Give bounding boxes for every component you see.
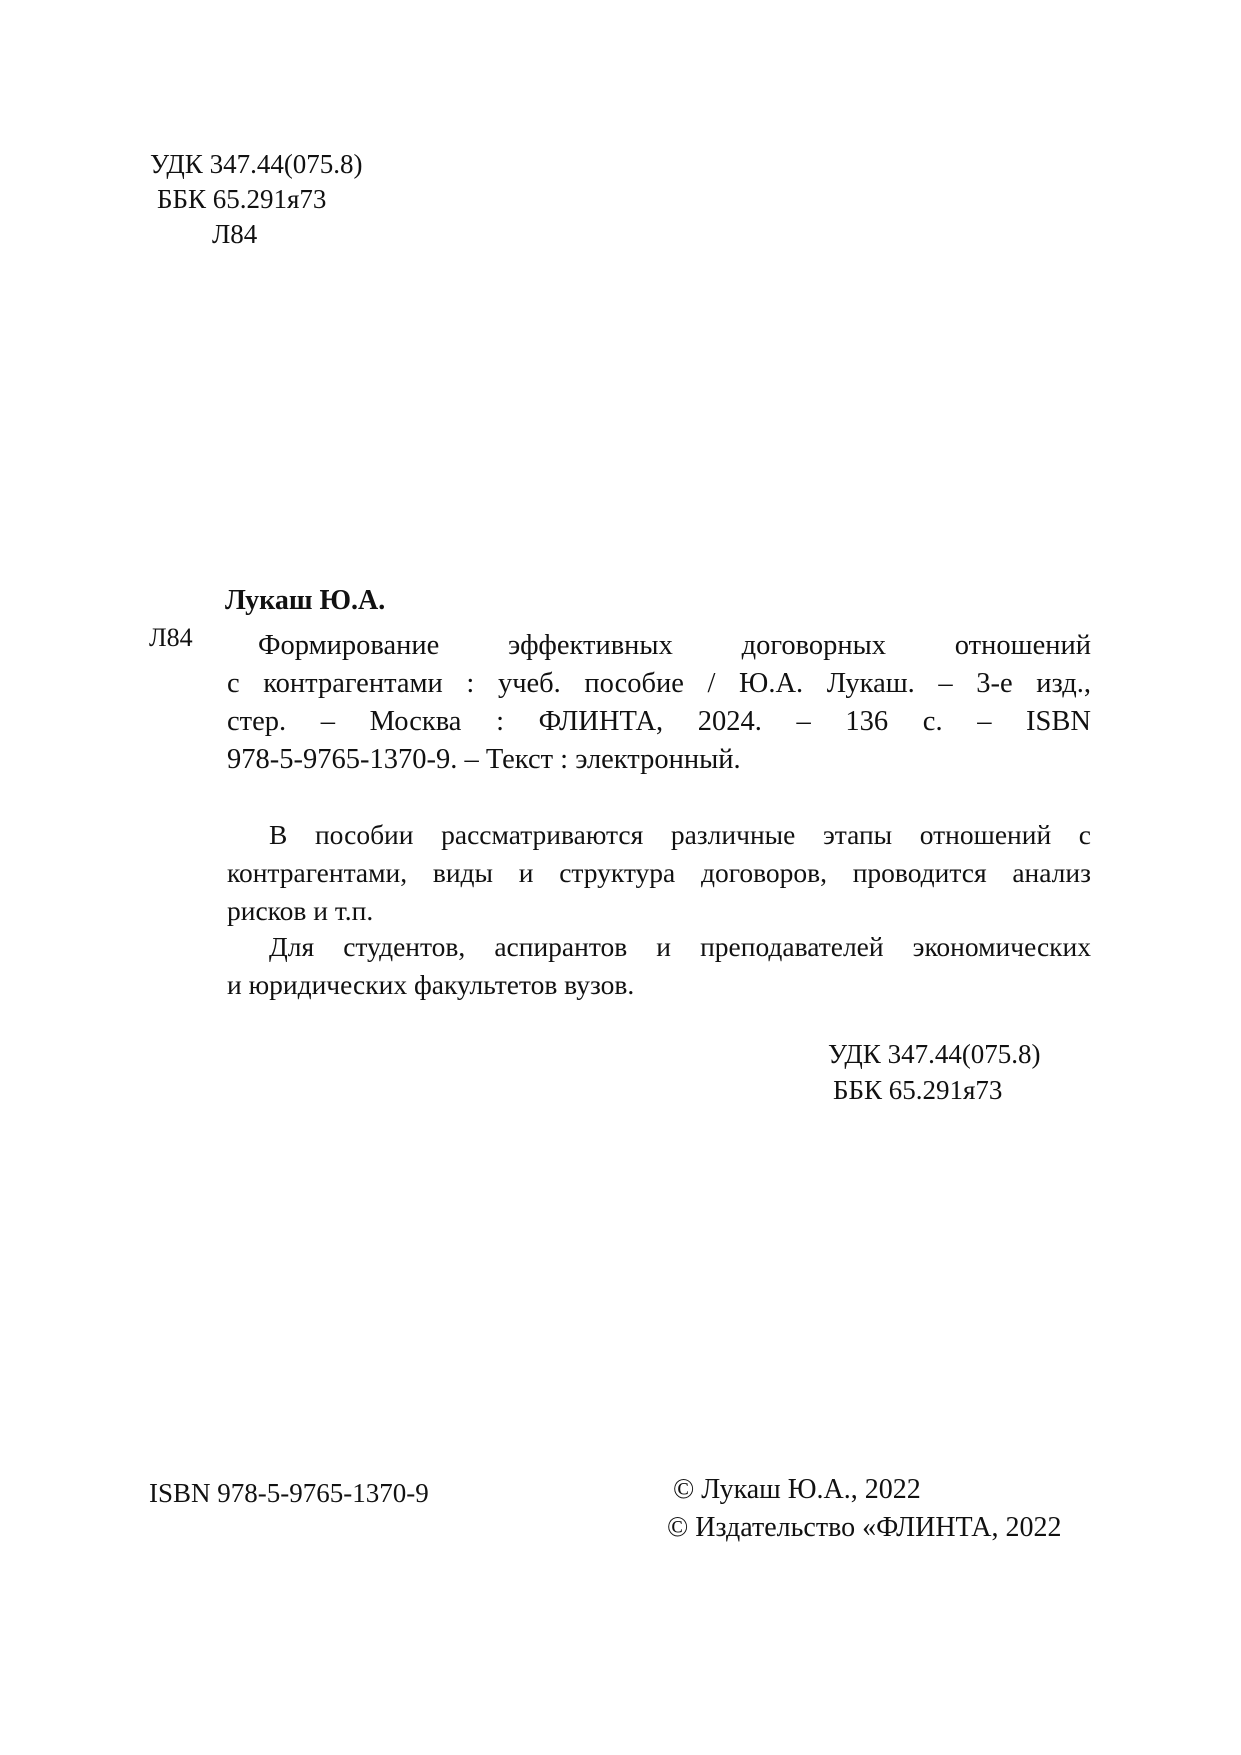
annotation-line: и юридических факультетов вузов. [227, 969, 635, 1000]
annotation-line: Для студентов, аспирантов и преподавателей экономических [269, 931, 1091, 962]
annotation-line: рисков и т.п. [227, 895, 374, 926]
bbk-code-top: ББК 65.291я73 [157, 184, 327, 214]
copyright-publisher: © Издательство «ФЛИНТА, 2022 [667, 1512, 1062, 1543]
annotation-line: контрагентами, виды и структура договоров, проводится анализ [227, 857, 1091, 888]
description-line: с контрагентами : учеб. пособие / Ю.А. Лукаш. – 3-е изд., [227, 668, 1091, 699]
author-mark-side: Л84 [149, 623, 193, 652]
udk-code-bottom: УДК 347.44(075.8) [828, 1039, 1041, 1069]
description-line: 978-5-9765-1370-9. – Текст : электронный. [227, 744, 741, 775]
copyright-author: © Лукаш Ю.А., 2022 [673, 1474, 921, 1505]
author-mark-top: Л84 [212, 219, 258, 249]
annotation-line: В пособии рассматриваются различные этапы отношений с [269, 819, 1091, 850]
udk-code-top: УДК 347.44(075.8) [150, 149, 363, 179]
isbn-number: ISBN 978-5-9765-1370-9 [149, 1478, 429, 1508]
bbk-code-bottom: ББК 65.291я73 [833, 1075, 1003, 1105]
description-line: Формирование эффективных договорных отношений [258, 630, 1091, 661]
description-line: стер. – Москва : ФЛИНТА, 2024. – 136 с. – ISBN [227, 706, 1091, 737]
author-name: Лукаш Ю.А. [225, 585, 386, 616]
